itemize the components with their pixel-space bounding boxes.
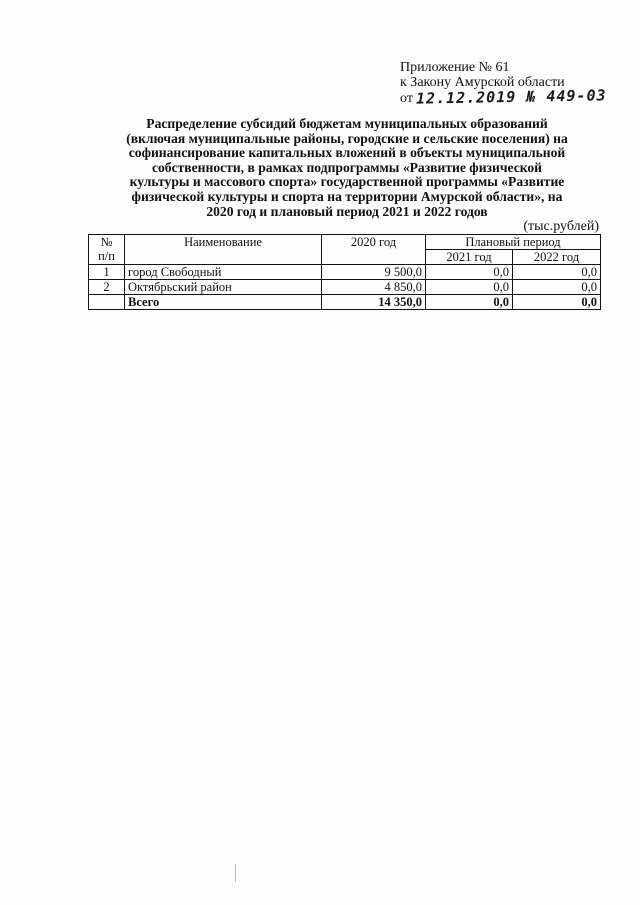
header-number-line1: № (100, 235, 113, 249)
title-line: собственности, в рамках подпрограммы «Развитие физической (151, 159, 543, 175)
header-name: Наименование (125, 235, 322, 265)
scan-artifact-line (235, 864, 236, 882)
appendix-handwritten-date: 12.12.2019 № 449-03 (416, 86, 608, 108)
appendix-date-prefix: от (400, 91, 413, 106)
units-label: (тыс.рублей) (523, 219, 599, 234)
table-header-row (89, 235, 601, 250)
table-total-row (89, 295, 601, 310)
header-year-2022: 2022 год (513, 250, 601, 265)
row-number: 2 (89, 280, 125, 295)
header-planned-period: Плановый период (426, 235, 601, 250)
row-value-2022: 0,0 (513, 280, 601, 295)
title-line: (включая муниципальные районы, городские и сельские поселения) на (126, 130, 568, 146)
header-number (89, 235, 125, 265)
title-line: физической культуры и спорта на территории Амурской области», на (131, 188, 563, 204)
appendix-law-reference: к Закону Амурской области (400, 75, 565, 90)
appendix-header (400, 60, 607, 106)
table-row (89, 265, 601, 280)
subsidy-table (88, 234, 601, 310)
appendix-date-line (400, 86, 608, 108)
row-value-2021: 0,0 (426, 265, 513, 280)
total-value-2020: 14 350,0 (322, 295, 426, 310)
total-name: Всего (125, 295, 322, 310)
appendix-number: Приложение № 61 (400, 60, 510, 75)
row-value-2020: 4 850,0 (322, 280, 426, 295)
title-line: 2020 год и плановый период 2021 и 2022 годов (206, 203, 488, 219)
row-number: 1 (89, 265, 125, 280)
table-row (89, 280, 601, 295)
header-year-2021: 2021 год (426, 250, 513, 265)
row-value-2020: 9 500,0 (322, 265, 426, 280)
total-value-2021: 0,0 (426, 295, 513, 310)
header-year-2020: 2020 год (322, 235, 426, 265)
title-line: софинансирование капитальных вложений в объекты муниципальной (128, 145, 566, 161)
row-name: Октябрьский район (125, 280, 322, 295)
document-title (92, 117, 602, 219)
total-number (89, 295, 125, 310)
title-line: культуры и массового спорта» государственной программы «Развитие (129, 174, 565, 190)
total-value-2022: 0,0 (513, 295, 601, 310)
row-name: город Свободный (125, 265, 322, 280)
row-value-2022: 0,0 (513, 265, 601, 280)
row-value-2021: 0,0 (426, 280, 513, 295)
header-number-line2: п/п (98, 249, 115, 263)
title-line: Распределение субсидий бюджетам муниципальных образований (146, 116, 548, 131)
